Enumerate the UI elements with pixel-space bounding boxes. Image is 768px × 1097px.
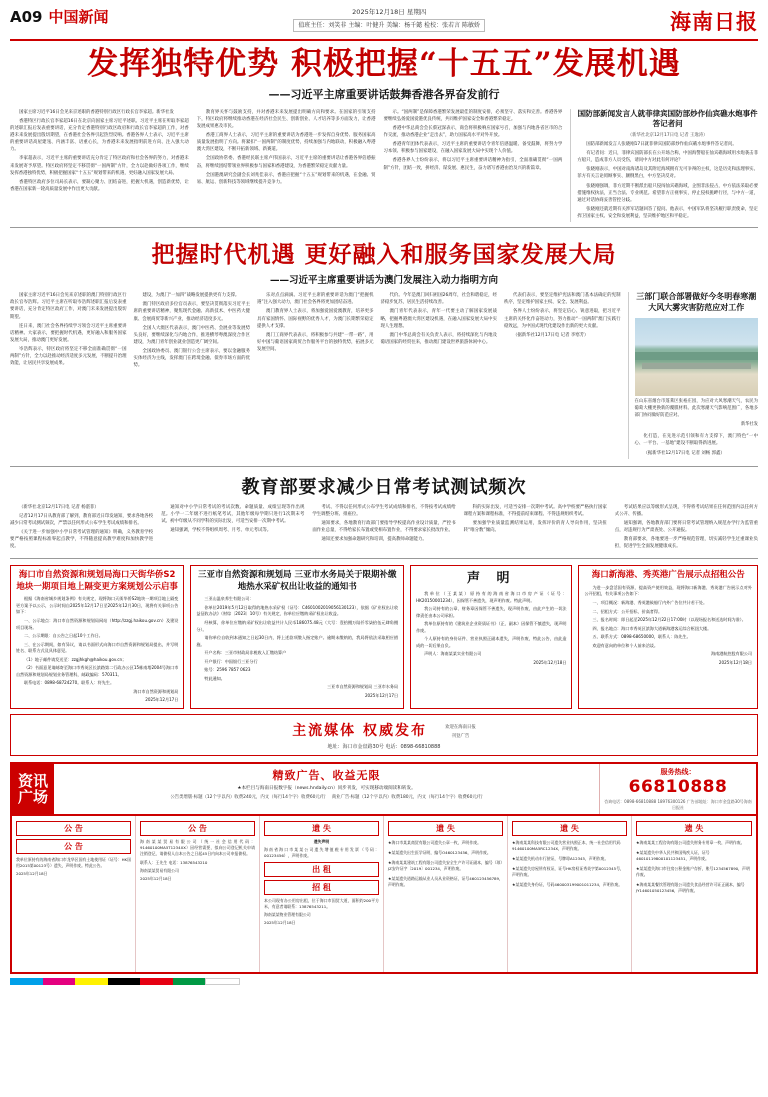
classified-badge: 公 告: [140, 821, 255, 836]
paragraph: 为进一步盘活国有资源，提高资产使用效益，现将海口新海港、秀英港广告展示点对外公开招租，有关事项公告如下：: [584, 584, 752, 597]
paragraph: 你单位2019年5月12日取得的地热水采矿权（证号：C4601002019056130123），依据《矿业权出让收益征收办法》（财综〔2023〕10号）有关规定，你单位应缴纳采矿权出让收益。: [196, 604, 399, 617]
classified-text: ★某某遗失出生医学证明，编号O460123456，声明作废。: [388, 849, 491, 855]
paragraph: 二、招租方式：公开招标，价高者得。: [592, 608, 663, 614]
notice-signature: 海口市自然资源和规划局: [133, 688, 179, 694]
classified-badge: 遗 失: [636, 821, 752, 836]
classified-badge: 公 告: [16, 821, 131, 836]
rate-public: 公告类增版·标题（12个字以内）收费240元，内文（每行14个字）收费60元/行: [170, 795, 326, 801]
lead-column-2: [197, 109, 376, 223]
paragraph: 澳门特区政府多位官员表示，要坚决贯彻落实习近平主席的重要讲话精神，聚焦现代金融、高新技术、中医药大健康、会展商贸等新兴产业，推动经济适度多元。: [133, 302, 250, 322]
notice-body: [416, 591, 566, 658]
classified-text: ★某某遗失道路运输从业人员从业资格证，证号460123456789，声明作废。: [388, 875, 503, 887]
paragraph: 各界人士纷纷表示，将坚定信心、锐意进取，把习近平主席的关怀化作奋进动力，努力推动“一国两制”澳门实践行稳致远，为中国式现代化建设作出新的更大贡献。: [504, 309, 621, 329]
classified-badge: 出 租: [264, 862, 379, 877]
paragraph: 香港特区行政长官李家超16日在北京向国家主席习近平述职。习近平主席在听取李家超的述职汇报后发表重要讲话，充分肯定香港特别行政区政府和行政长官李家超的工作，对香港未来发展提出殷切期望，在香港社会各界引起热烈反响。香港各界人士表示，习近平主席的重要讲话高屋建瓴、内涵丰富、语重心长，为香港未来发展指明前进方向、注入强大动力。: [10, 118, 189, 153]
rate-commercial: 商业广告·标题（12个字以内）收费180元，内文（每行14个字）收费60元/行: [331, 795, 483, 801]
hotline-number[interactable]: 66810888: [628, 777, 728, 798]
classified-item: [264, 898, 379, 927]
paragraph: 声明人：海南某某实业有限公司: [424, 651, 482, 657]
paragraph: 一、项目概况：新海港、秀英港候船厅内外广告位共计若干处。: [592, 600, 708, 605]
page-footer: [10, 974, 758, 985]
lead-columns: [10, 109, 758, 223]
second-subheadline: ——习近平主席重要讲话为澳门发展注入动力指明方向: [269, 275, 498, 287]
classified-badge: 遗 失: [264, 821, 379, 836]
paragraph: 联系电话：0898-68724270。联系人：符先生。: [24, 680, 115, 686]
paragraph: 考试、不得以任何形式公布学生考试成绩和排名，不得按考试成绩给学生调整分班、排座位。: [312, 504, 456, 517]
classified-text: ★某某遗失中华人民共和国残疾人证，证号46010119800101123451，声明作废。: [636, 849, 710, 861]
paragraph: 香港各界人士纷纷表示，将以习近平主席重要讲话精神为指引，全面准确贯彻“一国两制”方针，团结一致，拼经济、谋发展、惠民生，奋力谱写香港由治及兴的新篇章。: [383, 158, 563, 171]
classified-column: [384, 816, 508, 972]
paragraph: 乐对点点滴滴。习近平主席的重要讲话为澳门“把握机遇”注入强大动力，澳门社会各界将更加团结奋进。: [257, 293, 374, 306]
paragraph: 特此通知。: [204, 675, 225, 681]
classified-column: [12, 816, 136, 972]
classified-text: 海南省海口市某某公司遗失增值税专用发票（号码：00123456），声明作废。: [264, 847, 379, 859]
classified-text: ★某某遗失身份证，号码460003199001011234，声明作废。: [512, 881, 623, 887]
second-column-4: [381, 292, 498, 458]
classified-item: [140, 839, 255, 882]
promo-address: 地址：海口市金盘路30号 电话：0898-66810888: [327, 744, 441, 751]
paragraph: 教育部要求，各地要进一步严格规范管理，切实减轻学生过重课业负担，促进学生全面发展健康成长。: [614, 537, 758, 550]
paragraph: 张晓刚强调，菲方近期不断派出船只侵闯仙宾礁海域，企图非法侵占，中方依法采取必要措施维权执法，正当合法、专业规范。希望菲方正视事实，停止侵权挑衅行径，与中方一道，通过对话协商妥善管控分歧。: [577, 183, 758, 203]
editorial-credits: 值班主任：刘笑非 主编：叶健升 美编：杨千懿 检校：张若言 陈敏娇: [293, 19, 485, 32]
classifieds-note: ★本栏目与海南日报数字报（news.hndaily.cn）同步刊发，可实现移动端阅读和转发。: [237, 786, 416, 792]
classified-signature: 海南某某物业管理有限公司: [264, 911, 311, 917]
classified-text: 海南某某贸易有限公司（统一社会信用代码：91460100MA5T1234XX）因经营需要，拟向公司登记机关申请注销登记，请债权人自本公告之日起45日内向本公司申报债权。: [140, 839, 255, 857]
paragraph: 香港特区政府多位司局长表示，要凝心聚力、团结奋进，把握大机遇，创造新优势，让香港在国家新一轮高质量发展中作出更大贡献。: [10, 179, 189, 192]
education-headline: 教育部要求减少日常考试测试频次: [241, 476, 527, 498]
color-calibration-bar: [10, 978, 240, 985]
paragraph: 账号：2596 7857 0623: [204, 667, 251, 673]
paragraph: 科的实际出发，可适当安排一次期中考试。高中学校要严格执行国家课程方案和课程标准，不得提前结束课程、不得违规组织考试。: [463, 504, 607, 517]
paragraph: （2）书面意见请邮寄至海口市秀英区长滨路第二行政办公区15栋南塔2004号海口市自然资源和规划局规划业务管理科，邮政编码：570311。: [16, 665, 179, 677]
page-number: A09: [10, 7, 43, 26]
classified-item: [16, 857, 131, 878]
paragraph: 张晓刚还就近期有关涉军话题回答了提问。他表示，中国军队将坚决履行职责使命，坚定捍卫国家主权、安全和发展利益，坚决维护地区和平稳定。: [577, 206, 758, 220]
paragraph: 根据《海南省城乡规划条例》有关规定，现将海口天街华侨S2地块一期项目地上隔变更方案予以公示，公示时间自2025年12月17日至2025年12月30日，现将有关事项公告如下：: [16, 596, 179, 615]
lead-story: [10, 41, 758, 228]
paragraph: 化打造，在先进示范引领和有力支撑下，澳门特色“一中心、一平台、一基地”建设不断取得新进展。: [634, 434, 758, 447]
classified-column: [260, 816, 384, 972]
notice-body: [16, 596, 178, 687]
photo-image: [635, 318, 758, 396]
paragraph: 个人原持有的身份证件、营业执照正副本遗失，声明作废，特此公告，由此造成的一切后果自负。: [416, 636, 567, 648]
classified-text: ★海南某某工程咨询有限公司遗失财务专用章一枚，声明作废。: [636, 839, 745, 845]
masthead-info: [109, 6, 671, 32]
classified-item: [388, 840, 503, 888]
notice-card: [10, 565, 184, 709]
paragraph: 代表们表示，要坚定维护宪法和澳门基本法确定的宪制秩序，坚定维护国家主权、安全、发展利益。: [504, 293, 621, 306]
paragraph: 岑浩辉表示，特区政府将坚定不移全面准确贯彻“一国两制”方针，全力以赴推动经济适度多元发展，不断提升治理效能，让居民共享发展成果。: [10, 347, 127, 367]
photo-story-extra: [635, 433, 758, 456]
classified-text: ★海南某某科技有限公司遗失营业执照正本，统一社会信用代码91460100MA5RC1234X，声明作废。: [512, 839, 621, 851]
paragraph: 李家超表示，习近平主席的重要讲话充分肯定了特区政府和社会各界的努力，对香港未来发展寄予厚望。特区政府将坚定不移贯彻“一国两制”方针，全力以赴做好各项工作，继续发挥香港独特优势，积极把握国家“十五五”规划带来的机遇，更好融入国家发展大局。: [10, 156, 189, 176]
promo-invite-line2: 刊登广告: [451, 734, 470, 740]
paragraph: 国防部新闻发言人张晓刚17日就菲律宾国防部炒作仙宾礁水炮事件答记者问。: [586, 141, 737, 147]
notice-title: 海口新海港、秀英港广告展示点招租公告: [591, 570, 745, 581]
lead-column-3: [384, 109, 563, 223]
paragraph: 通知对中小学日常考试的考试次数、命题质量、成绩呈现等作出规范。小学一二年级不进行纸笔考试，其他年级每学期只进行1次期末考试。初中年级从不同学科的实际出发，可适当安排一次期中考试。: [161, 504, 305, 524]
paragraph: 示。“国两制”是保障香港繁荣发展最佳的制度安排，必须坚守、落实和完善。香港各界要继续弘扬爱国爱港优良传统，共同维护国家安全和香港繁荣稳定。: [383, 109, 563, 122]
classified-text: ★某某遗失房屋所有权证，证号HK房权证秀英字第0012345号，声明作废。: [512, 865, 624, 877]
paragraph: 《关于进一步加强中小学日常考试管理的通知》明确，义务教育学校要严格按照课程标准零起点教学，不得随意提高教学难度和加快教学进度。: [10, 530, 154, 550]
classified-text: 本公司现有办公用房出租，位于海口市国贸大道，面积约200平方米，有意者请联系：13876543211。: [264, 897, 379, 909]
paragraph: 三、在公示期间，如有异议，请以书面形式向海口市自然资源和规划局提出，并写明姓名、联系方式及具体意见。: [16, 641, 179, 654]
notice-signature: 海南港航控股有限公司: [711, 651, 752, 657]
paragraph: 有记者问：近日，菲律宾国防部长在公开场合称，中国海警船在仙宾礁海域用水炮袭击菲方船只，造成菲方人员受伤，请问中方对此有何评论？: [577, 151, 758, 164]
hotline-label: 服务热线：: [660, 768, 696, 777]
classified-text: 我单位原持有的海南省海口市龙华区国有土地使用证（证号：HK国用2015第00123号）遗失，声明作废。特此公告。: [16, 857, 131, 869]
classified-text: ★海南某某餐饮管理有限公司遗失食品经营许可证正副本，编号JY14601050123456，声明作废。: [636, 881, 745, 893]
classified-subtitle: 遗失声明: [313, 839, 330, 845]
classified-date: 2025年12月18日: [264, 920, 296, 926]
classifieds-section: [10, 762, 758, 974]
classified-text: ★某某遗失海口市住房公积金账户存折，账号1234567890，声明作废。: [636, 865, 750, 877]
paragraph: 全国政协常委、香港经民联主席卢伟国表示，习近平主席的重要讲话让香港各界倍感振奋，将继续团结带领业界积极参与国家和香港建设，为香港繁荣稳定贡献力量。: [196, 156, 376, 169]
paragraph: 二、公示期限：自公告之日起10个工作日。: [24, 633, 103, 639]
paragraph: 张晓刚表示，中国对南海诸岛及其附近海域拥有无可争辩的主权，这是历史和法理事实。菲方有关言论罔顾事实、颠倒黑白，中方坚决反对。: [577, 167, 758, 180]
second-story: [10, 228, 758, 458]
paragraph: 通知强调，各地教育部门要将日常考试管理纳入规范办学行为监管重点，对违规行为严肃查处、公开通报。: [614, 520, 758, 534]
notice-body: [584, 585, 752, 649]
paragraph: 香港青年团体代表表示，习近平主席的重要讲话令青年倍感温暖、备受鼓舞，将努力学习本领、积极参与国家建设，在融入国家发展大局中实现个人价值。: [383, 142, 563, 155]
promo-banner: [10, 714, 758, 756]
notice-date: 2025年12月17日: [364, 692, 399, 698]
classified-date: 2025年12月18日: [140, 875, 172, 881]
hotline-sub: 咨询电话：0898-66810888 18976300126 广告部地址：海口市金盘路30号海南日报社: [604, 799, 752, 811]
paragraph: （据新华社12月17日电 记者 李寒芳）: [513, 332, 589, 338]
paragraph: 国家主席习近平16日会见来京述职的香港特别行政区行政长官李家超。新华社发: [19, 109, 174, 115]
promo-invite-line1: 欢迎在海南日报: [445, 725, 476, 731]
paragraph: 澳门青年代表表示，青年一代要主动了解国家发展战略，把握粤港澳大湾区建设机遇，在融入国家发展大局中实现人生理想。: [380, 309, 497, 329]
paragraph: 考试结果应以等级形式呈现，不得将考试结果在任何范围内以任何方式公开、传播。: [614, 504, 758, 517]
classifieds-logo-line1: 资讯: [18, 771, 49, 790]
side-story-byline: （新华社北京12月17日电 记者 王逸涛）: [627, 132, 708, 138]
paragraph: 香港工商界人士表示，习近平主席的重要讲话为香港进一步发挥自身优势、服务国家高质量发展指明了方向。将紧扣“一国两制”的制度优势，持续加强与内地联动，积极融入粤港澳大湾区建设，不断开拓新领域、新赛道。: [196, 133, 376, 153]
classified-badge: 遗 失: [388, 821, 503, 836]
paragraph: 香港中华总商会会长蔡冠深表示，商会将积极响应国家号召，加强与内地各省区市的合作交流，推动香港企业“走出去”，助力国家高水平对外开放。: [383, 125, 563, 139]
notice-title: 三亚市自然资源和规划局 三亚市水务局关于限期补缴地热水采矿权出让收益的通知书: [197, 570, 397, 592]
paragraph: 全国港澳研究会副会长刘兆佳表示，香港应把握“十五五”规划带来的机遇，在金融、贸易、航运、创新科技等领域继续提升竞争力。: [196, 172, 376, 185]
notice-date: 2025年12月17日: [145, 697, 179, 703]
paragraph: 通知还要求加强命题研究和培训，提高教师命题能力。: [321, 537, 427, 543]
paragraph: 经核算，你单位应缴纳采矿权出让收益共计人民币186075.48元（大写：壹拾捌万陆仟零柒拾伍元肆角捌分）。: [196, 620, 399, 632]
paragraph: 欢迎有意向的单位和个人前来洽谈。: [592, 642, 658, 648]
classified-item: [636, 840, 752, 894]
paragraph: 建设，为澳门“一加四”战略发展提供更有力支撑。: [142, 293, 240, 299]
classifieds-hotline-block[interactable]: [600, 764, 756, 814]
classified-text: ★海口市某某商贸有限公司遗失公章一枚，声明作废。: [388, 839, 481, 845]
paragraph: 我单位原持有的《建筑业企业资质证书》（正、副本）因保管不慎遗失，现声明作废。: [416, 621, 567, 633]
classified-column: [136, 816, 260, 972]
notice-date: 2025年12月18日: [718, 659, 752, 665]
promo-slogan: 主流媒体 权威发布: [292, 723, 428, 740]
lead-subheadline: ——习近平主席重要讲话鼓舞香港各界奋发前行: [268, 87, 500, 101]
paragraph: 三亚山温泉养生有限公司：: [204, 596, 254, 602]
masthead-left: [10, 6, 109, 27]
side-story-title: 国防部新闻发言人就菲律宾国防部炒作仙宾礁水炮事件答记者问: [577, 108, 758, 128]
section-name: 中国新闻: [48, 8, 109, 26]
education-column-2: [161, 504, 304, 553]
paragraph: 开户银行：中国银行三亚分行: [204, 658, 258, 664]
notice-signature: 三亚市自然资源和规划局 三亚市水务局: [327, 684, 399, 690]
classified-text: ★海南某某建筑工程有限公司遗失安全生产许可证副本，编号（琼）JZ安许证字〔2019〕001234，声明作废。: [388, 859, 503, 871]
education-column-3: [312, 504, 455, 553]
photo-story-title: 三部门联合部署做好今冬明春寒潮大风大雾灾害防范应对工作: [636, 292, 757, 313]
paragraph: 澳门中华总商会有关负责人表示，将持续深化与内地及葡语国家的经贸往来，推动澳门建设世界旅游休闲中心。: [380, 332, 497, 345]
notice-card: [410, 565, 572, 709]
paragraph: 要加强学业质量监测结果运用，发挥评价的育人导向作用，坚决扭转“唯分数”倾向。: [463, 520, 607, 534]
notice-title: 声 明: [467, 571, 516, 587]
paragraph: 全国政协委员、澳门银行公会主席表示，要以金融服务实体经济为主线，发挥澳门在跨境金融、债券市场方面的优势。: [133, 349, 250, 369]
photo-credit: 新华社发: [740, 422, 758, 428]
classified-column: [508, 816, 632, 972]
classifieds-logo: [12, 764, 54, 814]
classified-text: ★某某遗失机动车行驶证，号牌琼A12345，声明作废。: [512, 855, 609, 861]
paragraph: 请你单位自收到本通知之日起30日内，将上述款项缴入指定账户。逾期未缴纳的，我局将依法采取相应措施。: [196, 635, 399, 647]
side-story-body: [577, 141, 758, 220]
newspaper-logo: 海南日报: [670, 9, 758, 34]
paragraph: 记者12月17日从教育部了解到，教育部近日印发通知，要求各地各校减少日常考试测试频次，严禁以任何形式公布学生考试成绩和排名。: [10, 513, 154, 526]
byline: （新华社北京12月17日电 记者 杨湛菲）: [19, 504, 99, 510]
paragraph: 三、报名时间：即日起至2025年12月22日17:00时（以现场报名和送达时间为准）。: [592, 617, 746, 623]
classified-badge: 公 告: [16, 839, 131, 854]
paragraph: 连日来，澳门社会各界持续学习领会习近平主席重要讲话精神。大家表示，要把握时代机遇，更好融入和服务国家发展大局，推动澳门更好发展。: [10, 323, 127, 343]
notices-section: [10, 565, 758, 709]
paragraph: 五、联系方式：0898-68650000，联系人：陈先生。: [592, 634, 691, 640]
second-columns: [10, 292, 758, 458]
classified-column: [632, 816, 756, 972]
paragraph: 国家主席习近平16日会见来京述职的澳门特别行政区行政长官岑浩辉。习近平主席在听取岑浩辉述职汇报后发表重要讲话，充分肯定特区政府工作，对澳门未来发展提出殷切期望。: [10, 293, 127, 320]
notice-body: [196, 596, 398, 682]
classifieds-logo-line2: 广场: [18, 788, 49, 807]
paragraph: 开户名称：三亚市财政局非税收入汇缴结算户: [204, 650, 287, 656]
classified-date: 2025年12月18日: [16, 871, 48, 877]
paragraph: （1）地子邮件请发送至：zzgjhkgh@haikou.gov.cn；: [24, 656, 127, 662]
paragraph: 一、公示地点：海口市自然资源和规划局网站（http://zzgj.haikou.gov.cn）及建设项目现场。: [16, 618, 179, 630]
masthead-right: [670, 6, 758, 36]
photo-story: [628, 292, 758, 458]
education-column-1: [10, 504, 153, 553]
paragraph: 澳门教育界人士表示，将加强爱国爱澳教育，培养更多具有家国情怀、国际视野的优秀人才，为澳门长期繁荣稳定提供人才支撑。: [257, 309, 374, 329]
classifieds-slogan: 精致广告、收益无限: [272, 769, 381, 783]
classified-item: [264, 839, 379, 860]
paragraph: 代价。今年是澳门回归祖国26周年，社会和谐稳定，经济稳步复苏，居民生活持续改善。: [380, 293, 497, 306]
paragraph: 我公司持有的公章、财务章因保管不善遗失，现声明作废，由此产生的一切法律责任由本公司承担。: [416, 606, 567, 618]
education-story: [10, 466, 758, 560]
paragraph: 全国人大澳区代表表示，澳门中医药、会展业等发展势头良好，要继续深化与内地合作，推进横琴粤澳深度合作区建设，为澳门青年创业就业创造更广阔空间。: [133, 325, 250, 345]
paragraph: 我单位（王某某）原持有的海南省海口市房产证（证号：HK20150001234），因保管不善遗失，现声明作废。特此声明。: [416, 590, 567, 603]
publication-date: 2025年12月18日 星期四: [352, 8, 427, 16]
paragraph: 澳门工商界代表表示，将积极参与共建“一带一路”，用好中国与葡语国家商贸合作服务平台的独特优势，拓展多元发展空间。: [257, 332, 374, 353]
classified-signature: 海南某某贸易有限公司: [140, 867, 179, 873]
education-column-4: [464, 504, 607, 553]
second-column-3: [257, 292, 374, 458]
masthead: [10, 6, 758, 41]
paragraph: 通知要求，各地教育行政部门要指导学校提高作业设计质量，严控书面作业总量，不得给家长布置或变相布置作业，不得要求家长批改作业。: [312, 520, 456, 534]
paragraph: 四、报名地点：海口市秀英区滨海大道新海港客运综合枢纽大楼。: [592, 625, 712, 631]
lead-headline: 发挥独特优势 积极把握“十五五”发展机遇: [87, 46, 681, 82]
education-columns: [10, 504, 758, 553]
notice-card: [578, 565, 758, 709]
notice-title: 海口市自然资源和规划局海口天街华侨S2地块一期项目地上隔变更方案规划公示启事: [16, 570, 178, 592]
classified-contact: 联系人：王先生 电话：13876543210: [140, 859, 208, 865]
classified-badge: 招 租: [264, 880, 379, 895]
classified-item: [512, 840, 627, 888]
notice-card: [190, 565, 404, 709]
paragraph: 通知强调，学校不得组织周考、月考、单元考试等。: [170, 528, 272, 534]
education-column-5: [615, 504, 758, 553]
classifieds-info: [54, 764, 600, 814]
lead-column-1: [10, 109, 189, 223]
notice-date: 2025年12月18日: [533, 659, 567, 665]
classifieds-columns: [12, 814, 756, 972]
second-headline: 把握时代机遇 更好融入和服务国家发展大局: [151, 241, 617, 269]
classifieds-header: [12, 764, 756, 814]
photo-caption: 在山东省烟台市蓬莱区张裕庄园，为应对大风寒潮天气，农民为葡萄大棚更换新的覆膜材料。此次寒潮天气影响范围广，各地多部门协同做好防范应对。: [634, 398, 758, 418]
second-column-1: [10, 292, 127, 458]
classified-badge: 遗 失: [512, 821, 627, 836]
second-column-2: [134, 292, 251, 458]
paragraph: （据新华社12月17日电 记者 刘畅 郭鑫）: [643, 450, 725, 456]
paragraph: 教育界关怀与鼓励支持，并对香港未来发展提出明确方向和要求。在国家的引领支持下，特区政府将继续推动香港在经济社会民生、创新创业、人才培养等多方面发力，让香港发展成果惠及市民。: [196, 109, 376, 129]
side-story: [570, 109, 758, 223]
classifieds-rates: [60, 794, 593, 800]
second-column-5: [504, 292, 621, 458]
